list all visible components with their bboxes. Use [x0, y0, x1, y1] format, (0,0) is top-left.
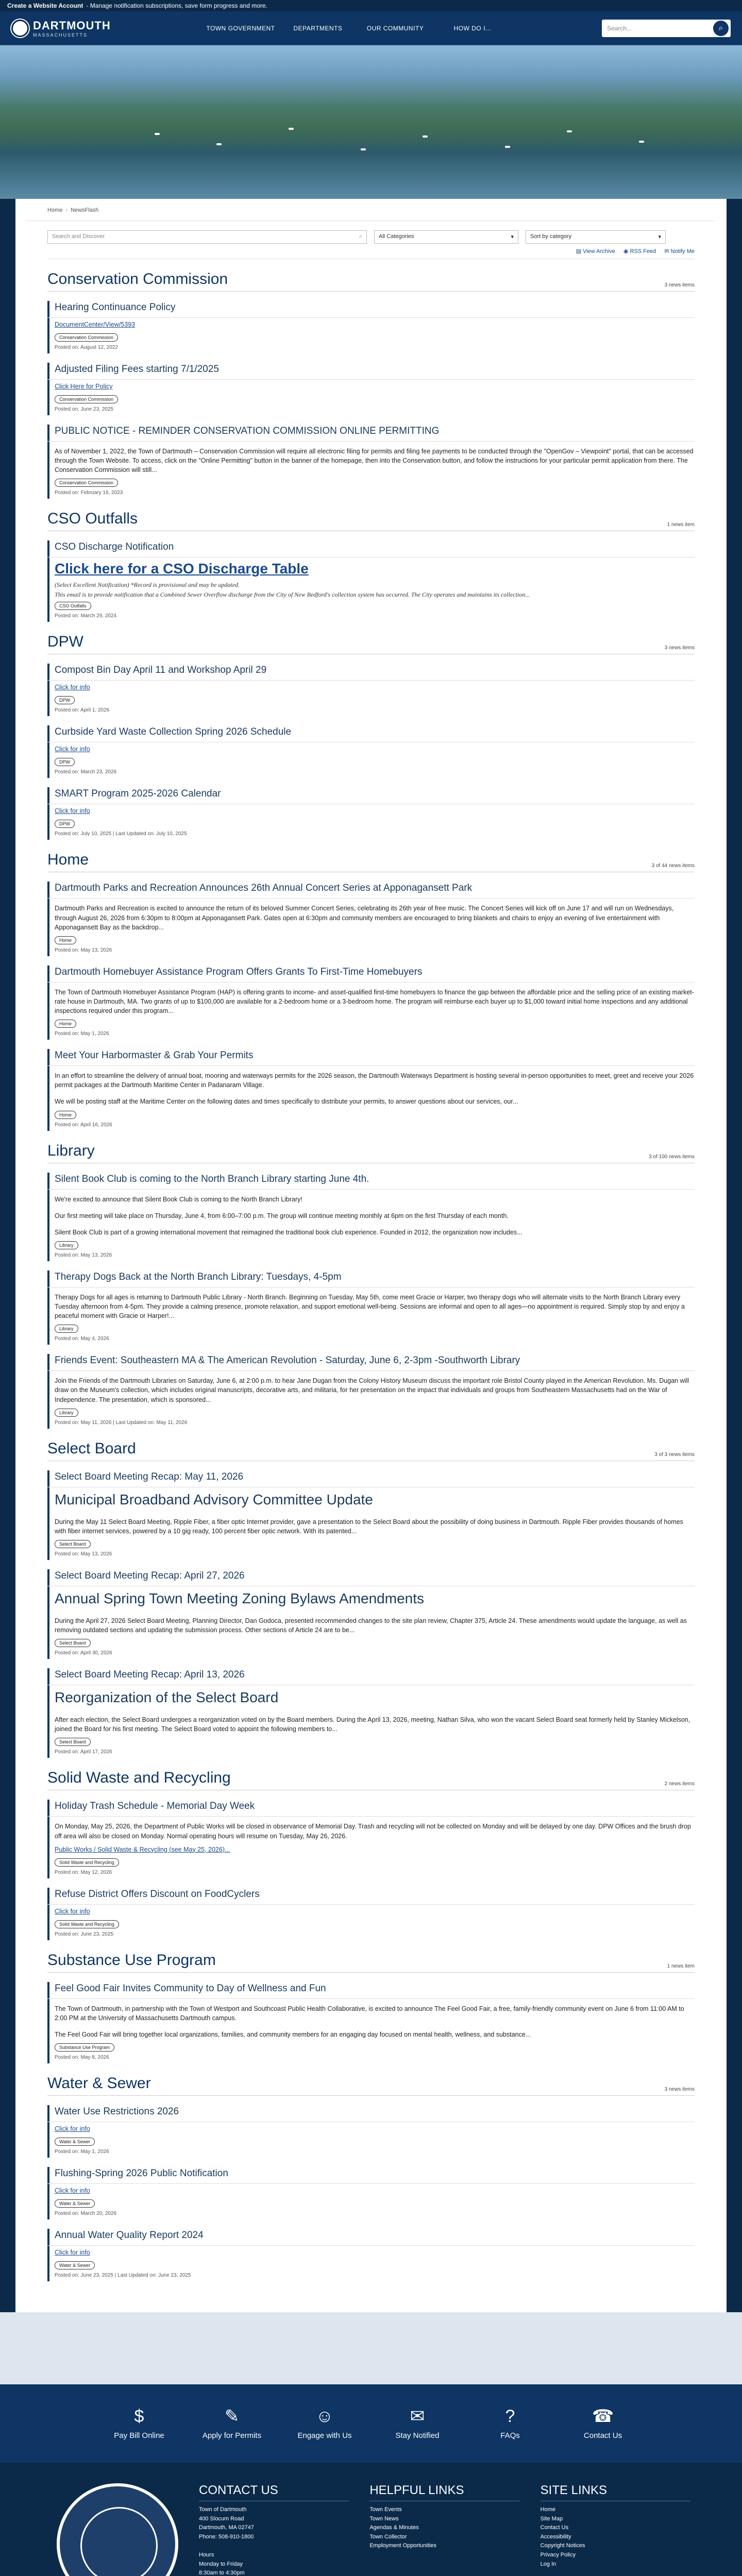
category-select[interactable]	[374, 230, 518, 244]
news-section	[47, 2075, 695, 2281]
category-tag[interactable]: Water & Sewer	[55, 2199, 95, 2208]
news-section	[47, 510, 695, 622]
section-title[interactable]: Conservation Commission	[47, 270, 228, 287]
alert-link[interactable]: Create a Website Account	[7, 2, 83, 9]
news-item-body: Silent Book Club is part of a growing international movement that reimagined the traditional book club experience. Founded in 2012, the organization now includes...	[55, 1228, 522, 1236]
quick-link[interactable]	[556, 2408, 649, 2440]
site-search-placeholder: Search...	[607, 24, 632, 32]
search-icon[interactable]: ⌕	[359, 233, 362, 240]
news-item-headline: Annual Spring Town Meeting Zoning Bylaws Amendments	[55, 1590, 424, 1606]
news-filters	[47, 221, 695, 248]
section-header	[47, 1769, 695, 1790]
posted-date: Posted on: March 20, 2026	[55, 2211, 117, 2216]
site-footer	[0, 2463, 742, 2576]
breadcrumb-current: NewsFlash	[71, 207, 99, 213]
section-title[interactable]: DPW	[47, 633, 83, 651]
news-section	[47, 1142, 695, 1429]
posted-date: Posted on: May 11, 2026 | Last Updated on: May 11, 2026	[55, 1419, 188, 1426]
news-item-title[interactable]: Therapy Dogs Back at the North Branch Library: Tuesdays, 4-5pm	[47, 1270, 695, 1287]
news-item-link[interactable]: Click Here for Policy	[55, 383, 113, 390]
footer-site-line[interactable]: Contact Us	[540, 2524, 569, 2531]
search-icon[interactable]: ⌕	[712, 20, 730, 37]
news-item	[47, 1470, 695, 1560]
news-item-body: In an effort to streamline the delivery of annual boat, mooring and waterways permits for the 2026 season, the Dartmouth Waterways Department is hosting several in-person opportunities to meet, greet and receive your 2026 permit packages at the Dartmouth Maritime Center in Padanaram Village.	[55, 1072, 694, 1089]
footer-contact-line	[199, 2541, 349, 2551]
category-tag[interactable]: Water & Sewer	[55, 2138, 95, 2146]
quick-link[interactable]	[278, 2408, 371, 2440]
section-header	[47, 270, 695, 292]
news-item-body: We're excited to announce that Silent Book Club is coming to the North Branch Library!	[55, 1195, 302, 1203]
section-count: 3 news items	[664, 282, 695, 288]
site-search-input[interactable]	[602, 20, 731, 37]
news-item-headline: Reorganization of the Select Board	[55, 1689, 279, 1706]
category-tag[interactable]: Select Board	[55, 1738, 91, 1746]
category-tag[interactable]: Solid Waste and Recycling	[55, 1920, 119, 1928]
posted-date: Posted on: May 8, 2026	[55, 2055, 109, 2060]
chevron-down-icon: ▾	[658, 234, 661, 240]
news-item	[47, 1049, 695, 1130]
quick-link-label: FAQs	[500, 2431, 520, 2440]
footer-helpful-line[interactable]: Employment Opportunities	[369, 2543, 436, 2549]
footer-contact-line: 8:30am to 4:30pm	[199, 2570, 245, 2576]
news-actions	[47, 248, 695, 259]
news-item-title[interactable]: Flushing-Spring 2026 Public Notification	[47, 2167, 695, 2184]
section-title[interactable]: Solid Waste and Recycling	[47, 1769, 231, 1787]
section-header	[47, 1142, 695, 1163]
nav-departments[interactable]: DEPARTMENTS	[293, 24, 343, 32]
quick-link-icon: ☎	[592, 2406, 614, 2426]
news-item	[47, 1800, 695, 1878]
brand-sub: MASSACHUSETTS	[33, 32, 88, 38]
quick-link-icon: ✉	[410, 2406, 425, 2426]
quick-link-label: Apply for Permits	[202, 2431, 262, 2440]
view-archive-link[interactable]: ▤ View Archive	[576, 248, 615, 255]
footer-wave-band	[0, 2312, 742, 2384]
category-select-value: All Categories	[379, 233, 414, 240]
section-header	[47, 1440, 695, 1461]
category-tag[interactable]: DPW	[55, 820, 75, 828]
news-search-input[interactable]	[47, 230, 367, 244]
quick-link[interactable]	[93, 2408, 185, 2440]
news-item-body: The Feel Good Fair will bring together local organizations, families, and community members for an engaging day focused on mental health, wellness, and substance...	[55, 2030, 531, 2038]
news-item-body: During the April 27, 2026 Select Board Meeting, Planning Director, Dan Godoca, presented recommended changes to the site plan review, Chapter 375, Article 24. These amendments would update the language, as well as removing outdated sections and updating the submission process. Other sections of Article 24 are to be...	[55, 1617, 687, 1634]
posted-date: Posted on: May 13, 2026	[55, 1252, 112, 1258]
news-item	[47, 664, 695, 716]
nav-town-government[interactable]: TOWN GOVERNMENT	[206, 24, 275, 32]
hero-banner	[0, 45, 742, 199]
category-tag[interactable]: Library	[55, 1409, 78, 1417]
footer-site-line[interactable]: Privacy Policy	[540, 2551, 576, 2558]
news-item-body: We will be posting staff at the Maritime Center on the following dates and times specifically to distribute your permits, to answer questions about our services, our...	[55, 1098, 518, 1106]
breadcrumb: Home › NewsFlash	[27, 204, 715, 221]
posted-date: Posted on: June 23, 2025	[55, 406, 113, 412]
section-count: 3 news items	[664, 2087, 695, 2092]
posted-date: Posted on: May 1, 2026	[55, 1031, 109, 1037]
category-tag[interactable]: Library	[55, 1325, 78, 1333]
news-item-title[interactable]: Holiday Trash Schedule - Memorial Day Week	[47, 1800, 695, 1817]
alert-text: - Manage notification subscriptions, save form progress and more.	[86, 2, 267, 9]
quick-link-icon: ✎	[224, 2406, 240, 2426]
footer-helpful-title: HELPFUL LINKS	[369, 2483, 519, 2501]
footer-site-line[interactable]: Log In	[540, 2561, 556, 2567]
posted-date: Posted on: April 17, 2026	[55, 1749, 112, 1755]
quick-link-label: Pay Bill Online	[114, 2431, 164, 2440]
cso-table-link[interactable]: Click here for a CSO Discharge Table	[55, 561, 309, 577]
news-item-body: After each election, the Select Board undergoes a reorganization voted on by the Board members. During the April 13, 2026, meeting, Nathan Silva, who won the vacant Select Board seat formerly held by Stanley Mickelson, joined the Board for his first meeting. The Select Board voted to appoint the following members to...	[55, 1716, 690, 1733]
posted-date: Posted on: June 23, 2025 | Last Updated on: June 23, 2025	[55, 2273, 191, 2278]
section-title[interactable]: CSO Outfalls	[47, 510, 138, 528]
quick-link-label: Contact Us	[583, 2431, 622, 2440]
posted-date: Posted on: May 1, 2026	[55, 2149, 109, 2155]
posted-date: Posted on: May 13, 2026	[55, 1551, 112, 1557]
rss-feed-label: RSS Feed	[630, 248, 656, 255]
news-item-link[interactable]: Public Works / Solid Waste & Recycling (see May 25, 2026)...	[55, 1845, 230, 1853]
nav-our-community[interactable]: OUR COMMUNITY	[366, 24, 424, 32]
news-item	[47, 882, 695, 956]
section-title[interactable]: Water & Sewer	[47, 2075, 151, 2092]
category-tag[interactable]: Conservation Commission	[55, 479, 118, 487]
posted-date: Posted on: June 23, 2025	[55, 1931, 113, 1937]
section-header	[47, 510, 695, 531]
brand-name: DARTMOUTH	[33, 19, 111, 32]
main-content	[15, 199, 727, 2312]
quick-link[interactable]	[371, 2408, 464, 2440]
news-item	[47, 1354, 695, 1428]
news-item-title[interactable]: Feel Good Fair Invites Community to Day of Wellness and Fun	[47, 1982, 695, 1999]
breadcrumb-home[interactable]: Home	[47, 207, 63, 213]
news-item	[47, 301, 695, 353]
section-title[interactable]: Home	[47, 851, 89, 869]
posted-date: Posted on: March 23, 2026	[55, 769, 117, 775]
footer-helpful-line[interactable]: Agendas & Minutes	[369, 2524, 419, 2531]
news-item-title[interactable]: Select Board Meeting Recap: April 27, 2026	[47, 1569, 695, 1586]
news-item-link[interactable]: Click for info	[55, 684, 90, 691]
news-item	[47, 1668, 695, 1758]
news-item-body: During the May 11 Select Board Meeting, Ripple Fiber, a fiber optic Internet provider, gave a presentation to the Select Board about the possibility of doing business in Dartmouth. Ripple Fiber provides thousands of homes with fiber internet services, powered by a 10 gig ready, 100 percent fiber optic network. With its patented...	[55, 1518, 683, 1535]
news-item-body: The Town of Dartmouth, in partnership with the Town of Westport and Southcoast Public Health Collaborative, is excited to announce The Feel Good Fair, a free, family-friendly community event on June 6 from 11:00 AM to 2:00 PM at the University of Massachusetts Dartmouth campus.	[55, 2005, 684, 2022]
category-tag[interactable]: Home	[55, 1020, 76, 1028]
category-tag[interactable]: CSO Outfalls	[55, 602, 91, 610]
category-tag[interactable]: Water & Sewer	[55, 2261, 95, 2269]
section-header	[47, 1952, 695, 1973]
news-item	[47, 965, 695, 1040]
footer-contact-line: Monday to Friday	[199, 2561, 243, 2567]
news-search-placeholder: Search and Discover	[52, 233, 105, 240]
news-section	[47, 270, 695, 499]
news-item-body: The Town of Dartmouth Homebuyer Assistance Program (HAP) is offering grants to income- and asset-qualified first-time homebuyers to finance the gap between the affordable price and the selling price of an existing market-rate house in Dartmouth, MA. Two grants of up to $100,000 are available for a 2-bedroom home or a 3-bedroom home. The program will reimburse each buyer up to $1,000 toward initial home inspections and any additional inspections required under this program...	[55, 988, 694, 1014]
posted-date: Posted on: February 16, 2023	[55, 490, 123, 496]
quick-link[interactable]	[185, 2408, 278, 2440]
news-item	[47, 787, 695, 840]
town-seal-icon	[57, 2483, 178, 2576]
footer-site-line[interactable]: Site Map	[540, 2515, 563, 2522]
quick-link-icon: $	[134, 2406, 144, 2426]
category-tag[interactable]: Select Board	[55, 1540, 91, 1548]
posted-date: Posted on: May 13, 2026	[55, 947, 112, 953]
quick-link-label: Engage with Us	[297, 2431, 352, 2440]
quick-link-label: Stay Notified	[395, 2431, 440, 2440]
sort-select-value: Sort by category	[530, 233, 572, 240]
news-item-note: (Select Excellent Notification) *Record is provisional and may be updated.	[55, 581, 240, 589]
category-tag[interactable]: Select Board	[55, 1639, 91, 1647]
chevron-down-icon: ▾	[511, 234, 514, 240]
footer-helpful-line[interactable]: Town News	[369, 2515, 399, 2522]
footer-site-line[interactable]: Home	[540, 2506, 555, 2513]
site-logo[interactable]	[11, 19, 181, 38]
notify-me-label: Notify Me	[670, 248, 695, 255]
quick-links-bar	[0, 2384, 742, 2463]
posted-date: Posted on: July 10, 2025 | Last Updated on: July 10, 2025	[55, 831, 187, 837]
posted-date: Posted on: May 4, 2026	[55, 1336, 109, 1342]
category-tag[interactable]: Conservation Commission	[55, 333, 118, 342]
notify-me-link[interactable]: ✉ Notify Me	[664, 248, 695, 255]
news-item-link[interactable]: Click for info	[55, 1907, 90, 1915]
news-item	[47, 1270, 695, 1345]
footer-contact-line: Phone: 508-910-1800	[199, 2533, 254, 2540]
section-title[interactable]: Select Board	[47, 1439, 136, 1457]
footer-contact	[199, 2483, 349, 2576]
news-item-title[interactable]: Water Use Restrictions 2026	[47, 2105, 695, 2122]
category-tag[interactable]: Home	[55, 1111, 76, 1119]
section-header	[47, 2075, 695, 2096]
news-item-headline: Municipal Broadband Advisory Committee Update	[55, 1491, 373, 1507]
footer-site-line[interactable]: Accessibility	[540, 2533, 571, 2540]
news-item	[47, 2167, 695, 2219]
news-item	[47, 1569, 695, 1659]
category-tag[interactable]: Solid Waste and Recycling	[55, 1858, 119, 1867]
section-count: 3 of 3 news items	[654, 1451, 695, 1458]
section-count: 3 news items	[664, 645, 695, 651]
news-item	[47, 1888, 695, 1940]
news-item-link[interactable]: Click for info	[55, 807, 90, 815]
news-section	[47, 1440, 695, 1758]
news-item	[47, 1173, 695, 1261]
news-item-title[interactable]: Select Board Meeting Recap: April 13, 2026	[47, 1668, 695, 1685]
news-item-body: Our first meeting will take place on Thursday, June 4, from 6:00–7:00 p.m. The group will continue meeting monthly at 6pm on the first Thursday of each month.	[55, 1212, 509, 1219]
news-item-note: This email is to provide notification that a Combined Sewer Overflow discharge from the City of New Bedford's collection system has occurred. The City operates and maintains its collection...	[55, 591, 530, 599]
main-nav	[202, 25, 602, 32]
category-tag[interactable]: DPW	[55, 758, 75, 766]
view-archive-label: View Archive	[583, 248, 615, 255]
news-item-title[interactable]: Silent Book Club is coming to the North Branch Library starting June 4th.	[47, 1173, 695, 1190]
news-item	[47, 425, 695, 499]
posted-date: Posted on: April 30, 2026	[55, 1650, 112, 1656]
news-item-body: On Monday, May 25, 2026, the Department of Public Works will be closed in observance of Memorial Day. Trash and recycling will not be collected on Monday and will be delayed by one day. DPW Offices and the brush drop off area will also be closed on Monday. Normal operating hours will resume on Tuesday, May 26, 2026.	[55, 1823, 691, 1840]
category-tag[interactable]: Library	[55, 1241, 78, 1249]
section-header	[47, 633, 695, 654]
news-section	[47, 851, 695, 1130]
posted-date: Posted on: April 1, 2026	[55, 707, 110, 714]
footer-contact-line: Hours	[199, 2551, 214, 2558]
news-item-body: As of November 1, 2022, the Town of Dartmouth – Conservation Commission will require all electronic filing for permits and filing fee payments to be conducted through the "OpenGov – Viewpoint" portal, that can be accessed through the Town Website. To access, click on the "Online Permitting" button in the banner of the homepage, then into the Conservation button, and follow the instructions for your particular permit application from there. The Conservation Commission will still...	[55, 448, 694, 474]
news-item-title[interactable]: Hearing Continuance Policy	[47, 301, 695, 318]
news-item-title[interactable]: CSO Discharge Notification	[47, 540, 695, 557]
section-header	[47, 851, 695, 872]
news-item	[47, 725, 695, 778]
category-tag[interactable]: Conservation Commission	[55, 395, 118, 403]
sort-select[interactable]	[526, 230, 666, 244]
news-section	[47, 633, 695, 840]
quick-link[interactable]	[464, 2408, 556, 2440]
news-item-title[interactable]: Annual Water Quality Report 2024	[47, 2229, 695, 2246]
top-alert-bar	[0, 0, 742, 11]
news-item-title[interactable]: SMART Program 2025-2026 Calendar	[47, 787, 695, 804]
news-item-title[interactable]: Adjusted Filing Fees starting 7/1/2025	[47, 363, 695, 380]
news-item-body: Dartmouth Parks and Recreation is excited to announce the return of its beloved Summer Concert Series, celebrating its 26th year of free music. The Concert Series will kick off on June 17 and will run on Wednesdays, through August 26, 2026 from 6:30pm to 8:00pm at Apponagansett Park. Gates open at 6:30pm and community members are encouraged to bring blankets and chairs to enjoy an evening of live entertainment with Apponagansett Bay as the backdrop...	[55, 905, 674, 931]
footer-contact-line: Town of Dartmouth	[199, 2506, 247, 2513]
news-item-title[interactable]: Curbside Yard Waste Collection Spring 2026 Schedule	[47, 725, 695, 742]
category-tag[interactable]: DPW	[55, 696, 75, 704]
category-tag[interactable]: Home	[55, 936, 76, 944]
news-item-link[interactable]: Click for info	[55, 745, 90, 753]
site-header	[0, 11, 742, 45]
news-item-body: Therapy Dogs for all ages is returning to Dartmouth Public Library - North Branch. Beginning on Tuesday, May 5th, come meet Gracie or Harper, two therapy dogs who will alternate visits to the North Branch Library every Tuesday afternoon from 4-5pm. They provide a calming presence, promote relaxation, and support emotional well-being. Sessions are informal and open to all ages—no appointment is required. Simply stop by and enjoy a peaceful moment with Gracie or Harper!...	[55, 1293, 685, 1320]
news-item	[47, 1982, 695, 2063]
footer-contact-line: 400 Slocum Road	[199, 2515, 244, 2522]
news-section	[47, 1769, 695, 1940]
footer-helpful-links	[369, 2483, 519, 2576]
section-count: 3 of 44 news items	[651, 863, 695, 869]
news-item-title[interactable]: Friends Event: Southeastern MA & The American Revolution - Saturday, June 6, 2-3pm -Southworth Library	[47, 1354, 695, 1371]
news-item-title[interactable]: Compost Bin Day April 11 and Workshop April 29	[47, 664, 695, 681]
news-item-title[interactable]: Select Board Meeting Recap: May 11, 2026	[47, 1470, 695, 1487]
posted-date: Posted on: March 29, 2024	[55, 613, 117, 619]
footer-contact-title: CONTACT US	[199, 2483, 349, 2501]
section-title[interactable]: Substance Use Program	[47, 1951, 216, 1969]
footer-helpful-line[interactable]: Town Collector	[369, 2533, 407, 2540]
quick-link-icon: ?	[505, 2406, 515, 2426]
footer-contact-line: Dartmouth, MA 02747	[199, 2524, 255, 2531]
news-item-link[interactable]: DocumentCenter/View/5393	[55, 321, 136, 328]
news-section	[47, 1952, 695, 2063]
posted-date: Posted on: April 16, 2026	[55, 1122, 112, 1128]
nav-how-do-i[interactable]: HOW DO I...	[453, 24, 492, 32]
news-item-link[interactable]: Click for info	[55, 2187, 90, 2194]
footer-site-links	[541, 2483, 690, 2576]
section-count: 1 news item	[667, 522, 695, 528]
news-item-title[interactable]: Dartmouth Parks and Recreation Announces 26th Annual Concert Series at Apponagansett Park	[47, 882, 695, 899]
news-item-link[interactable]: Click for info	[55, 2249, 90, 2256]
section-title[interactable]: Library	[47, 1142, 95, 1159]
news-item-title[interactable]: Dartmouth Homebuyer Assistance Program Offers Grants To First-Time Homebuyers	[47, 965, 695, 982]
news-item-link[interactable]: Click for info	[55, 2125, 90, 2132]
rss-feed-link[interactable]: ◉ RSS Feed	[623, 248, 656, 255]
town-seal-icon	[11, 20, 29, 37]
news-item-title[interactable]: Meet Your Harbormaster & Grab Your Permits	[47, 1049, 695, 1066]
footer-helpful-line[interactable]: Town Events	[369, 2506, 402, 2513]
section-count: 1 news item	[667, 1963, 695, 1969]
news-item	[47, 2229, 695, 2281]
posted-date: Posted on: August 12, 2022	[55, 345, 118, 350]
news-item	[47, 540, 695, 622]
footer-site-title: SITE LINKS	[541, 2483, 690, 2501]
category-tag[interactable]: Substance Use Program	[55, 2043, 114, 2052]
news-item-title[interactable]: Refuse District Offers Discount on FoodCyclers	[47, 1888, 695, 1905]
footer-site-line[interactable]: Copyright Notices	[540, 2543, 585, 2549]
news-item	[47, 2105, 695, 2158]
section-count: 3 of 100 news items	[649, 1154, 695, 1160]
quick-link-icon: ☺	[315, 2406, 334, 2426]
posted-date: Posted on: May 12, 2026	[55, 1869, 112, 1875]
news-item-title[interactable]: PUBLIC NOTICE - REMINDER CONSERVATION COMMISSION ONLINE PERMITTING	[47, 425, 695, 442]
news-sections	[47, 270, 695, 2281]
news-item	[47, 363, 695, 415]
section-count: 2 news items	[664, 1781, 695, 1787]
news-item-body: Join the Friends of the Dartmouth Libraries on Saturday, June 6, at 2:00 p.m. to hear Jane Dugan from the Colony History Museum discuss the important role Bristol County played in the American Revolution. Ms. Dugan will draw on the Museum's collection, which includes original manuscripts, decorative arts, and militaria, for her presentation on the impact that individuals and groups from Southeastern Massachusetts had on the War of Independence. The presentation, which is sponsored...	[55, 1377, 689, 1403]
